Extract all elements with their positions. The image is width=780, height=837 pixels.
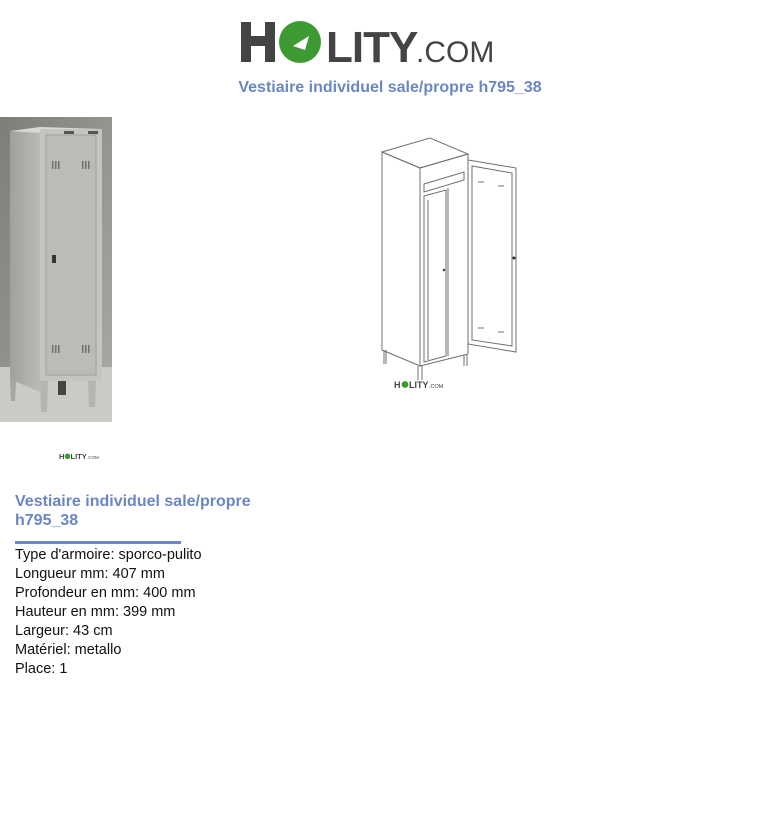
svg-text:H: H bbox=[394, 380, 401, 390]
svg-text:.COM: .COM bbox=[416, 36, 495, 69]
spec-item: Matériel: metallo bbox=[15, 642, 122, 658]
spec-item: Hauteur en mm: 399 mm bbox=[15, 604, 176, 620]
holity-logo-icon bbox=[58, 451, 98, 461]
svg-text:LITY: LITY bbox=[409, 380, 429, 390]
svg-text:.COM: .COM bbox=[429, 384, 444, 390]
svg-text:LITY: LITY bbox=[326, 23, 418, 72]
svg-text:H: H bbox=[59, 452, 65, 461]
svg-text:.COM: .COM bbox=[87, 455, 99, 460]
product-title: Vestiaire individuel sale/propre h795_38 bbox=[15, 493, 251, 529]
svg-text:LITY: LITY bbox=[70, 452, 87, 461]
spec-list bbox=[15, 546, 202, 679]
spec-item: Largeur: 43 cm bbox=[15, 623, 113, 639]
spec-item: Type d'armoire: sporco-pulito bbox=[15, 547, 202, 563]
locker-photo-icon bbox=[0, 117, 112, 422]
spec-item: Longueur mm: 407 mm bbox=[15, 566, 165, 582]
page-title: Vestiaire individuel sale/propre h795_38 bbox=[238, 79, 542, 96]
title-divider bbox=[15, 541, 181, 544]
spec-item: Place: 1 bbox=[15, 661, 68, 677]
locker-drawing-icon bbox=[370, 130, 530, 395]
holity-logo-icon bbox=[238, 10, 495, 72]
spec-item: Profondeur en mm: 400 mm bbox=[15, 585, 196, 601]
